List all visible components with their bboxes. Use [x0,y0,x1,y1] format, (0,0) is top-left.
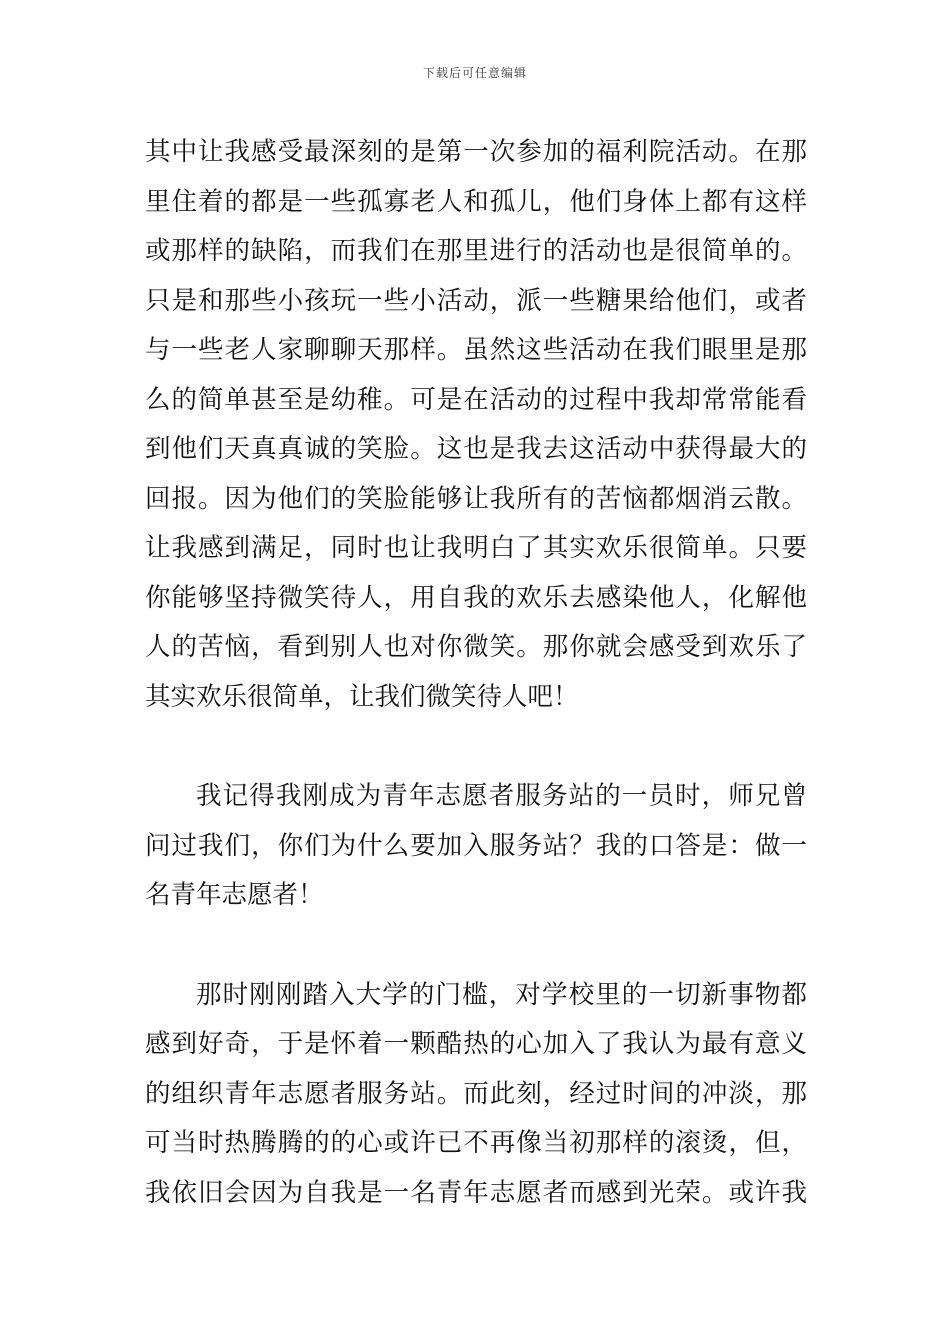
text-line: 其中让我感受最深刻的是第一次参加的福利院活动。在那 [145,137,807,167]
text-line: 我记得我刚成为青年志愿者服务站的一员时，师兄曾 [196,781,807,811]
text-line: 问过我们，你们为什么要加入服务站？我的口答是：做一 [145,830,807,861]
page-header: 下载后可任意编辑 [422,66,527,80]
text-line: 回报。因为他们的笑脸能够让我所有的苦恼都烟消云散。 [145,483,807,514]
text-line: 我依旧会因为自我是一名青年志愿者而感到光荣。或许我 [145,1177,807,1208]
text-line: 人的苦恼，看到别人也对你微笑。那你就会感受到欢乐了 [145,632,807,662]
text-line: 让我感到满足，同时也让我明白了其实欢乐很简单。只要 [145,533,807,563]
paragraph [145,971,807,1219]
text-line: 那时刚刚踏入大学的门槛，对学校里的一切新事物都 [196,979,807,1010]
text-line: 可当时热腾腾的的心或许已不再像当初那样的滚烫，但， [145,1128,807,1158]
text-line: 么的简单甚至是幼稚。可是在活动的过程中我却常常能看 [145,384,807,415]
paragraph-gap [145,921,807,971]
text-line: 与一些老人家聊聊天那样。虽然这些活动在我们眼里是那 [145,335,807,365]
text-line: 其实欢乐很简单，让我们微笑待人吧！ [145,681,579,712]
text-line: 名青年志愿者！ [145,880,324,910]
paragraph [145,772,807,921]
text-line: 你能够坚持微笑待人，用自我的欢乐去感染他人，化解他 [145,582,807,613]
text-line: 的组织青年志愿者服务站。而此刻，经过时间的冲淡，那 [145,1078,807,1109]
text-line: 只是和那些小孩玩一些小活动，派一些糖果给他们，或者 [145,285,807,316]
text-line: 里住着的都是一些孤寡老人和孤儿，他们身体上都有这样 [145,186,807,217]
text-line: 到他们天真真诚的笑脸。这也是我去这活动中获得最大的 [145,434,807,464]
document-body [145,128,807,1218]
text-line: 或那样的缺陷，而我们在那里进行的活动也是很简单的。 [145,236,807,266]
text-line: 感到好奇，于是怀着一颗酷热的心加入了我认为最有意义 [145,1029,807,1059]
paragraph [145,128,807,722]
paragraph-gap [145,722,807,772]
